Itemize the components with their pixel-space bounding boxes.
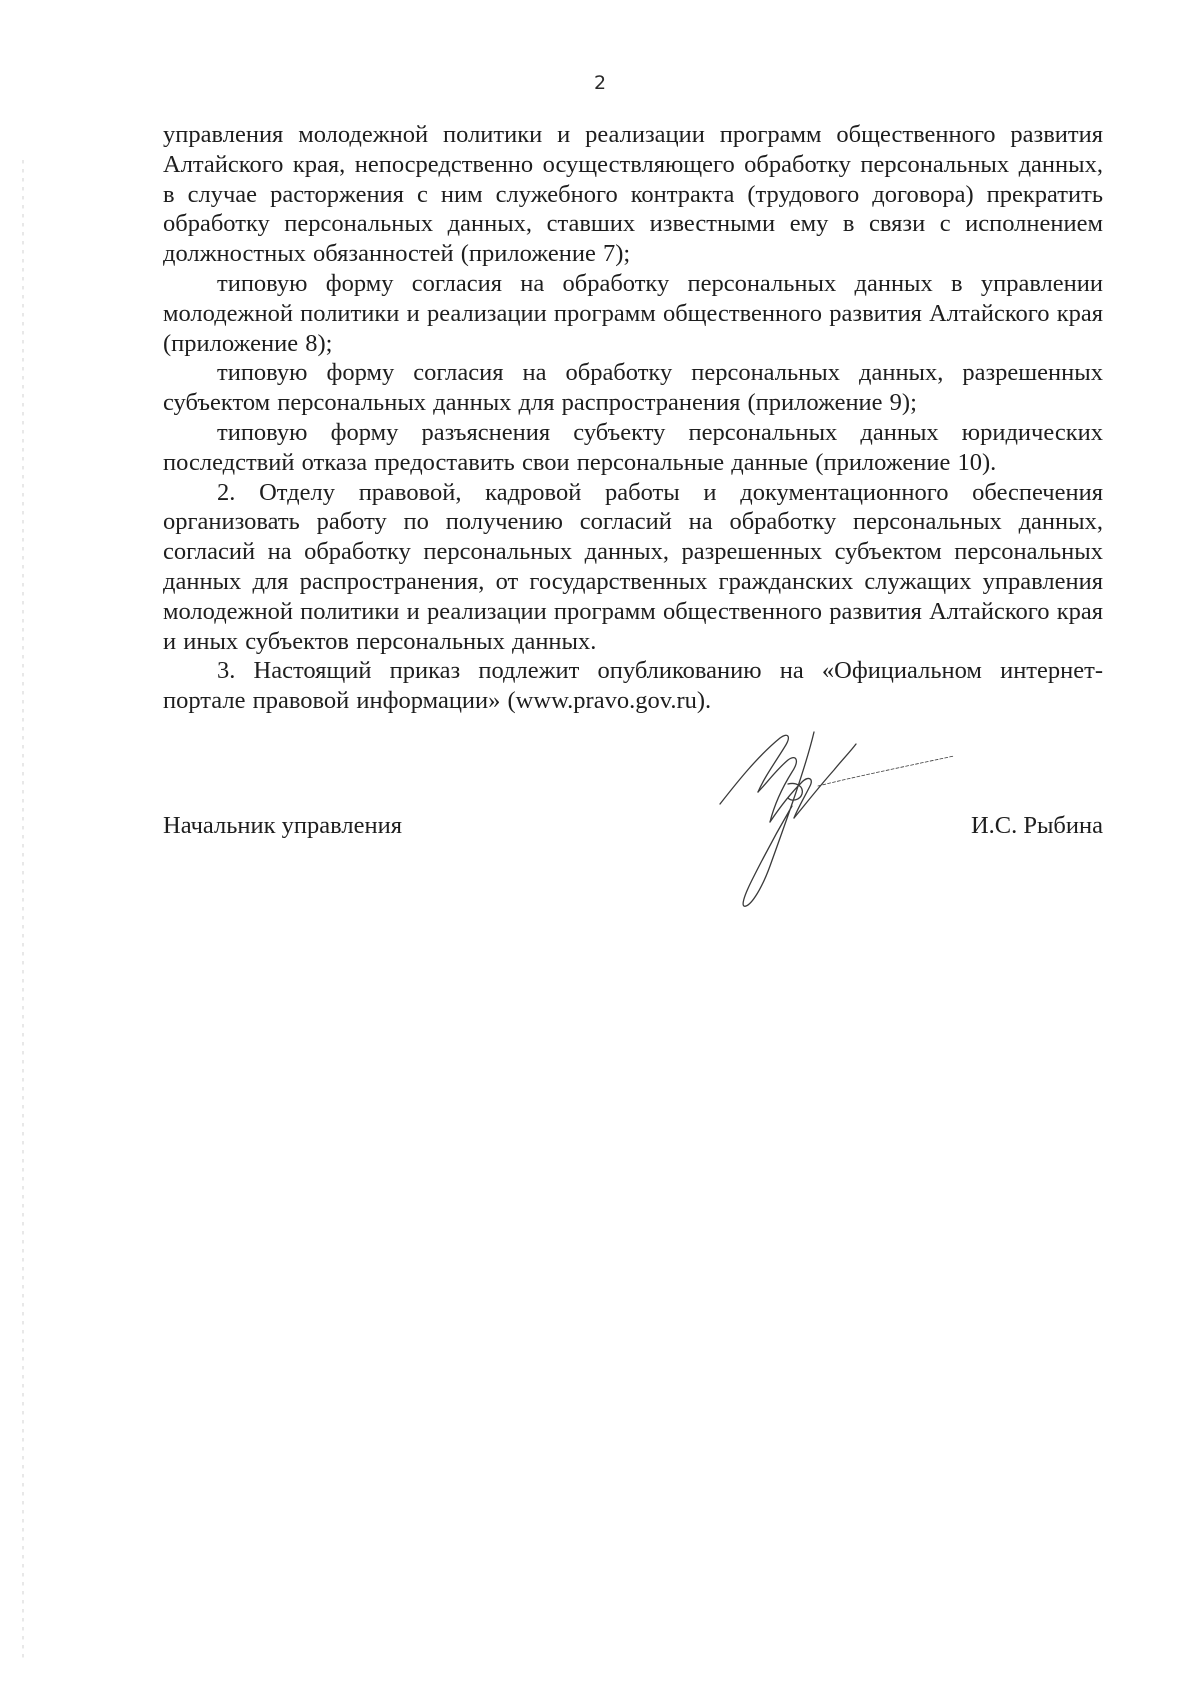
document-body xyxy=(163,120,1103,716)
signature-block xyxy=(163,812,1103,852)
scan-edge-artifact xyxy=(22,160,24,1660)
page-number: 2 xyxy=(593,72,607,94)
paragraph-item-2: 2. Отделу правовой, кадровой работы и документационного обеспечения организовать работу по получению согласий на обработку персональных данных, согласий на обработку персональных данных, разрешенных субъектом персональных данных для распространения, от государственных гражданских служащих управления молодежной политики и реализации программ общественного развития Алтайского края и иных субъектов персональных данных. xyxy=(163,478,1103,655)
signer-name: И.С. Рыбина xyxy=(970,812,1103,839)
paragraph-item-3: 3. Настоящий приказ подлежит опубликованию на «Официальном интернет-портале правовой информации» (www.pravo.gov.ru). xyxy=(163,657,1103,715)
paragraph-appendix-7: управления молодежной политики и реализации программ общественного развития Алтайского края, непосредственно осуществляющего обработку персональных данных, в случае расторжения с ним служебного контракта (трудового договора) прекратить обработку персональных данных, ставших известными ему в связи с исполнением должностных обязанностей (приложение 7); xyxy=(163,121,1103,268)
paragraph-appendix-9: типовую форму согласия на обработку персональных данных, разрешенных субъектом персональных данных для распространения (приложение 9); xyxy=(163,359,1103,417)
signer-position: Начальник управления xyxy=(163,812,402,839)
paragraph-appendix-10: типовую форму разъяснения субъекту персональных данных юридических последствий отказа предоставить свои персональные данные (приложение 10). xyxy=(163,418,1103,476)
paragraph-appendix-8: типовую форму согласия на обработку персональных данных в управлении молодежной политики и реализации программ общественного развития Алтайского края (приложение 8); xyxy=(163,269,1103,357)
